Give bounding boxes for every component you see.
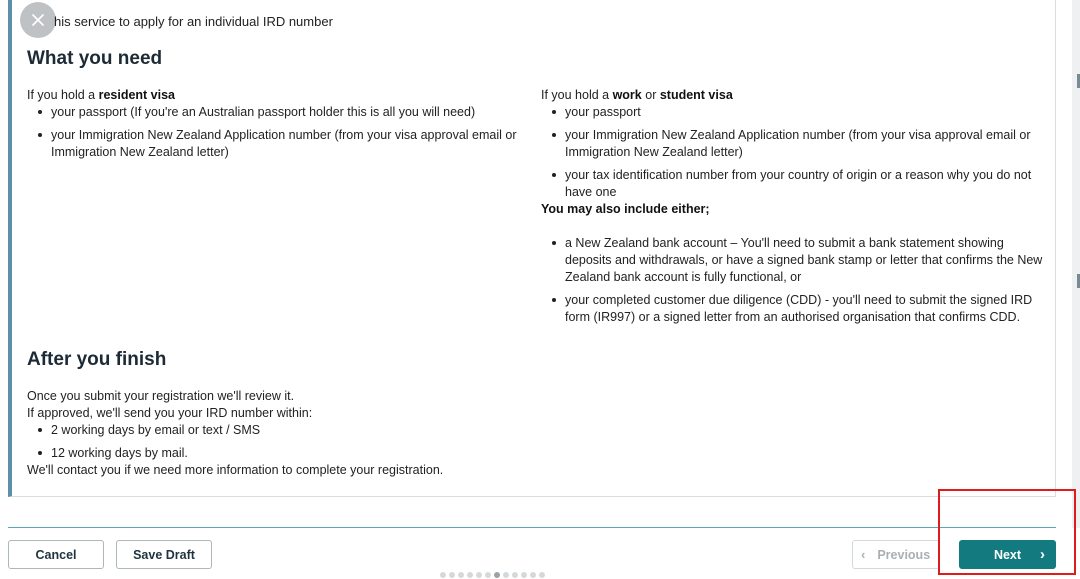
after-you-finish-heading: After you finish [27,349,167,370]
after-line: If approved, we'll send you your IRD number within: [27,406,313,420]
previous-button[interactable] [852,540,940,569]
what-you-need-heading: What you need [27,48,163,69]
save-draft-button[interactable]: Save Draft [116,540,212,569]
page-dot[interactable] [458,572,464,578]
after-line: We'll contact you if we need more information to complete your registration. [27,463,444,477]
close-icon [31,13,45,27]
also-include-heading: You may also include either; [541,202,710,216]
list-item: your tax identification number from your country of origin or a reason why you do not have one [565,167,1040,201]
page-dot[interactable] [512,572,518,578]
page-dot[interactable] [539,572,545,578]
page-dot-active[interactable] [494,572,500,578]
footer-divider [8,527,1056,528]
page-dot[interactable] [449,572,455,578]
annotation-highlight-box [938,489,1076,575]
resident-visa-intro: If you hold a resident visa [27,88,176,102]
intro-text: his service to apply for an individual IRD number [54,14,333,29]
after-line: Once you submit your registration we'll review it. [27,389,295,403]
page-dot[interactable] [485,572,491,578]
list-item: 12 working days by mail. [51,446,188,460]
page-dot[interactable] [476,572,482,578]
close-button[interactable] [20,2,56,38]
page-dot[interactable] [440,572,446,578]
work-visa-intro: If you hold a work or student visa [541,88,733,102]
list-item: your Immigration New Zealand Application number (from your visa approval email or Immigration New Zealand letter) [565,127,1040,161]
chevron-right-icon: › [1040,546,1045,563]
list-item: your passport [565,104,1040,121]
page-dot[interactable] [467,572,473,578]
pagination-dots [440,572,545,578]
list-item: your passport (If you're an Australian passport holder this is all you will need) [51,104,521,121]
next-label: Next [993,547,1022,562]
page-dot[interactable] [503,572,509,578]
previous-label: Previous [877,547,931,562]
page-dot[interactable] [530,572,536,578]
list-item: your Immigration New Zealand Application number (from your visa approval email or Immigration New Zealand letter) [51,127,521,161]
list-item: your completed customer due diligence (CDD) - you'll need to submit the signed IRD form (IR997) or a signed letter from an authorised organisation that confirms CDD. [565,292,1043,326]
list-item: 2 working days by email or text / SMS [51,423,261,437]
page-dot[interactable] [521,572,527,578]
cancel-button[interactable]: Cancel [8,540,104,569]
list-item: a New Zealand bank account – You'll need to submit a bank statement showing deposits and withdrawals, or have a signed bank stamp or letter that confirms the New Zealand bank account is fully functional, or [565,236,1043,284]
chevron-left-icon: ‹ [861,547,866,562]
